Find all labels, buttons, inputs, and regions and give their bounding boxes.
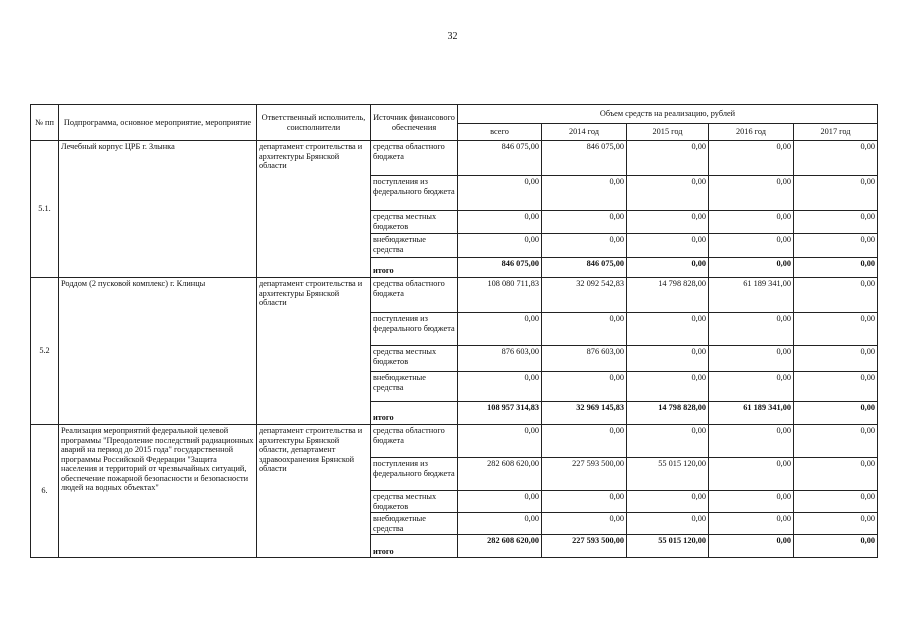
- amount-cell: 0,00: [709, 313, 794, 346]
- funding-source: итого: [371, 402, 458, 425]
- section-executor: департамент строительства и архитектуры Брянской области, департамент здравоохранения Брянской области: [257, 425, 371, 558]
- amount-cell: 0,00: [794, 258, 878, 278]
- funding-source: итого: [371, 258, 458, 278]
- amount-cell: 0,00: [794, 491, 878, 513]
- amount-cell: 0,00: [709, 372, 794, 402]
- amount-cell: 0,00: [709, 425, 794, 458]
- amount-cell: 55 015 120,00: [627, 535, 709, 558]
- amount-cell: 846 075,00: [458, 141, 542, 176]
- amount-cell: 0,00: [542, 211, 627, 234]
- amount-cell: 61 189 341,00: [709, 402, 794, 425]
- amount-cell: 0,00: [458, 425, 542, 458]
- amount-cell: 0,00: [794, 372, 878, 402]
- amount-cell: 0,00: [542, 372, 627, 402]
- amount-cell: 55 015 120,00: [627, 458, 709, 491]
- amount-cell: 0,00: [542, 313, 627, 346]
- amount-cell: 14 798 828,00: [627, 278, 709, 313]
- section-executor: департамент строительства и архитектуры Брянской области: [257, 278, 371, 425]
- amount-cell: 0,00: [794, 425, 878, 458]
- amount-cell: 0,00: [794, 141, 878, 176]
- section-executor: департамент строительства и архитектуры Брянской области: [257, 141, 371, 278]
- amount-cell: 0,00: [709, 141, 794, 176]
- section-name: Роддом (2 пусковой комплекс) г. Клинцы: [59, 278, 257, 425]
- funding-source: поступления из федерального бюджета: [371, 458, 458, 491]
- amount-cell: 0,00: [542, 513, 627, 535]
- amount-cell: 0,00: [458, 372, 542, 402]
- amount-cell: 0,00: [709, 535, 794, 558]
- amount-cell: 0,00: [627, 372, 709, 402]
- amount-cell: 0,00: [458, 513, 542, 535]
- funding-source: средства областного бюджета: [371, 425, 458, 458]
- amount-cell: 0,00: [542, 491, 627, 513]
- amount-cell: 876 603,00: [542, 346, 627, 372]
- amount-cell: 0,00: [627, 425, 709, 458]
- col-header-year: всего: [458, 124, 542, 141]
- amount-cell: 0,00: [794, 513, 878, 535]
- col-header-year: 2015 год: [627, 124, 709, 141]
- amount-cell: 0,00: [709, 234, 794, 258]
- amount-cell: 227 593 500,00: [542, 458, 627, 491]
- table-header: [31, 105, 878, 141]
- col-header-year: 2017 год: [794, 124, 878, 141]
- amount-cell: 0,00: [627, 491, 709, 513]
- amount-cell: 61 189 341,00: [709, 278, 794, 313]
- amount-cell: 0,00: [627, 176, 709, 211]
- amount-cell: 0,00: [458, 313, 542, 346]
- amount-cell: 0,00: [627, 211, 709, 234]
- amount-cell: 0,00: [709, 458, 794, 491]
- amount-cell: 108 080 711,83: [458, 278, 542, 313]
- amount-cell: 282 608 620,00: [458, 535, 542, 558]
- amount-cell: 0,00: [627, 346, 709, 372]
- col-header-executor: Ответственный исполнитель, соисполнители: [257, 105, 371, 141]
- amount-cell: 0,00: [794, 313, 878, 346]
- amount-cell: 0,00: [627, 141, 709, 176]
- table-body: [31, 141, 878, 558]
- amount-cell: 0,00: [794, 211, 878, 234]
- amount-cell: 0,00: [794, 176, 878, 211]
- budget-table: [30, 104, 878, 558]
- section-number: 5.2: [31, 278, 59, 425]
- table-row: [31, 141, 878, 176]
- amount-cell: 0,00: [794, 402, 878, 425]
- amount-cell: 0,00: [627, 258, 709, 278]
- amount-cell: 0,00: [709, 346, 794, 372]
- amount-cell: 846 075,00: [458, 258, 542, 278]
- amount-cell: 0,00: [458, 234, 542, 258]
- amount-cell: 846 075,00: [542, 141, 627, 176]
- amount-cell: 0,00: [627, 234, 709, 258]
- funding-source: средства областного бюджета: [371, 278, 458, 313]
- amount-cell: 0,00: [542, 176, 627, 211]
- amount-cell: 14 798 828,00: [627, 402, 709, 425]
- funding-source: внебюджетные средства: [371, 234, 458, 258]
- funding-source: поступления из федерального бюджета: [371, 313, 458, 346]
- col-header-num: № пп: [31, 105, 59, 141]
- funding-source: средства местных бюджетов: [371, 346, 458, 372]
- amount-cell: 0,00: [709, 491, 794, 513]
- amount-cell: 0,00: [709, 211, 794, 234]
- amount-cell: 0,00: [627, 513, 709, 535]
- funding-source: средства местных бюджетов: [371, 211, 458, 234]
- funding-source: средства местных бюджетов: [371, 491, 458, 513]
- funding-source: итого: [371, 535, 458, 558]
- amount-cell: 227 593 500,00: [542, 535, 627, 558]
- amount-cell: 0,00: [794, 535, 878, 558]
- funding-source: средства областного бюджета: [371, 141, 458, 176]
- amount-cell: 0,00: [458, 176, 542, 211]
- table-row: [31, 425, 878, 458]
- funding-source: поступления из федерального бюджета: [371, 176, 458, 211]
- amount-cell: 0,00: [542, 234, 627, 258]
- section-name: Реализация мероприятий федеральной целевой программы "Преодоление последствий радиационных аварий на период до 2015 года" государственной программы Российской Федерации "Защита населения и территорий от чрезвычайных ситуаций, обеспечение пожарной безопасности и безопасности людей на водных объектах": [59, 425, 257, 558]
- amount-cell: 0,00: [709, 176, 794, 211]
- page-number: 32: [447, 31, 458, 42]
- amount-cell: 0,00: [794, 234, 878, 258]
- amount-cell: 0,00: [627, 313, 709, 346]
- col-header-source: Источник финансового обеспечения: [371, 105, 458, 141]
- amount-cell: 32 969 145,83: [542, 402, 627, 425]
- section-name: Лечебный корпус ЦРБ г. Злынка: [59, 141, 257, 278]
- section-number: 5.1.: [31, 141, 59, 278]
- table-row: [31, 278, 878, 313]
- amount-cell: 876 603,00: [458, 346, 542, 372]
- amount-cell: 846 075,00: [542, 258, 627, 278]
- amount-cell: 0,00: [794, 458, 878, 491]
- funding-source: внебюджетные средства: [371, 372, 458, 402]
- amount-cell: 0,00: [458, 211, 542, 234]
- amount-cell: 282 608 620,00: [458, 458, 542, 491]
- funding-source: внебюджетные средства: [371, 513, 458, 535]
- amount-cell: 0,00: [794, 346, 878, 372]
- amount-cell: 108 957 314,83: [458, 402, 542, 425]
- col-header-year: 2014 год: [542, 124, 627, 141]
- col-header-subprogram: Подпрограмма, основное мероприятие, мероприятие: [59, 105, 257, 141]
- amount-cell: 0,00: [458, 491, 542, 513]
- col-header-volume: Объем средств на реализацию, рублей: [458, 105, 878, 124]
- amount-cell: 32 092 542,83: [542, 278, 627, 313]
- amount-cell: 0,00: [542, 425, 627, 458]
- section-number: 6.: [31, 425, 59, 558]
- amount-cell: 0,00: [794, 278, 878, 313]
- amount-cell: 0,00: [709, 513, 794, 535]
- col-header-year: 2016 год: [709, 124, 794, 141]
- amount-cell: 0,00: [709, 258, 794, 278]
